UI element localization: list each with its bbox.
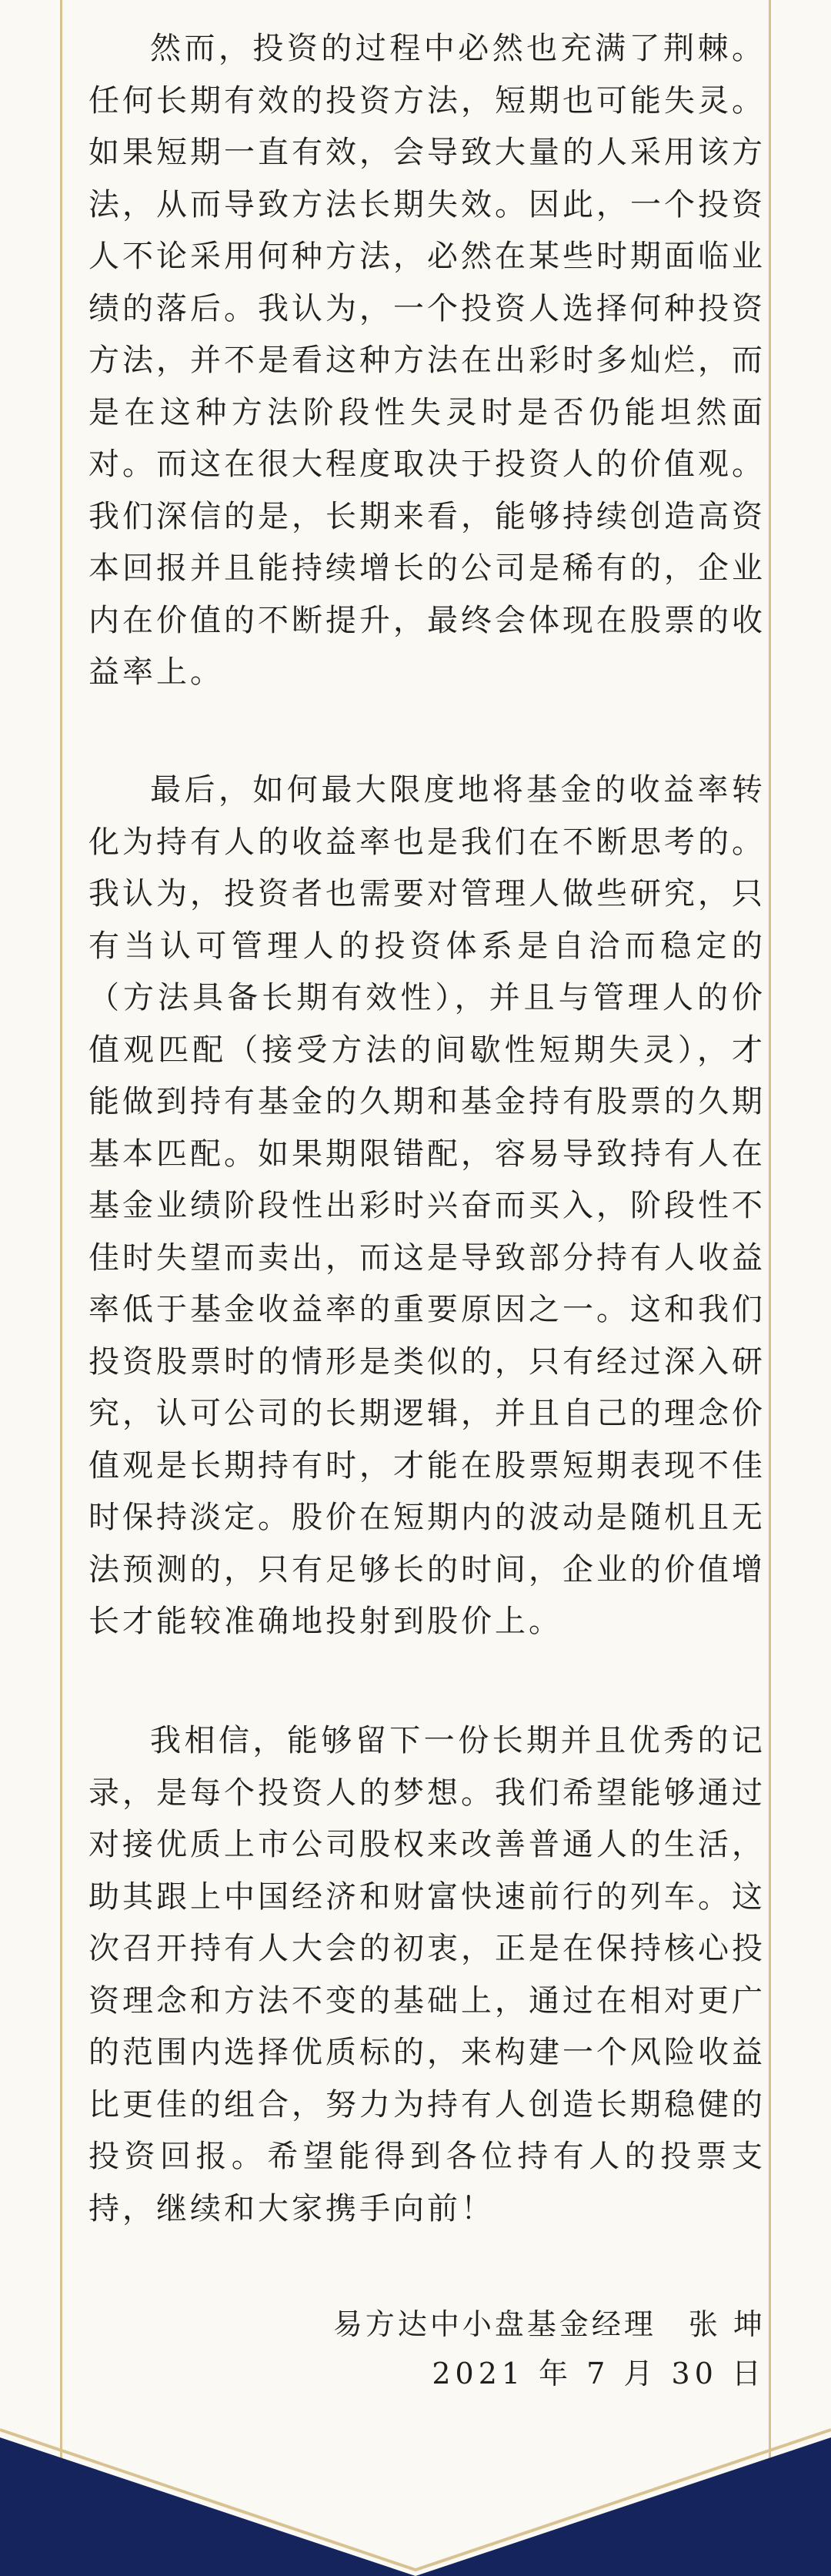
signature-date: 2021 年 7 月 30 日 xyxy=(432,2357,766,2390)
left-border-line xyxy=(60,0,62,2576)
paragraph-2: 最后，如何最大限度地将基金的收益率转化为持有人的收益率也是我们在不断思考的。我认为，投资者也需要对管理人做些研究，只有当认可管理人的投资体系是自洽而稳定的（方法具备长期有效性），并且与管理人的价值观匹配（接受方法的间歇性短期失灵），才能做到持有基金的久期和基金持有股票的久期基本匹配。如果期限错配，容易导致持有人在基金业绩阶段性出彩时兴奋而买入，阶段性不佳时失望而卖出，而这是导致部分持有人收益率低于基金收益率的重要原因之一。这和我们投资股票时的情形是类似的，只有经过深入研究，认可公司的长期逻辑，并且自己的理念价值观是长期持有时，才能在股票短期表现不佳时保持淡定。股价在短期内的波动是随机且无法预测的，只有足够长的时间，企业的价值增长才能较准确地投射到股价上。 xyxy=(88,772,766,1639)
right-border-line xyxy=(769,0,771,2576)
navy-right-panel xyxy=(416,2437,831,2576)
bottom-decoration xyxy=(0,2399,831,2576)
paragraph-3: 我相信，能够留下一份长期并且优秀的记录，是每个投资人的梦想。我们希望能够通过对接优质上市公司股权来改善普通人的生活，助其跟上中国经济和财富快速前行的列车。这次召开持有人大会的初衷，正是在保持核心投资理念和方法不变的基础上，通过在相对更广的范围内选择优质标的，来构建一个风险收益比更佳的组合，努力为持有人创造长期稳健的投资回报。希望能得到各位持有人的投票支持，继续和大家携手向前！ xyxy=(88,1723,766,2226)
signature-block xyxy=(333,2300,766,2397)
signature-title: 易方达中小盘基金经理 张 坤 xyxy=(332,2307,766,2341)
navy-left-panel xyxy=(0,2437,416,2576)
paragraph-1: 然而，投资的过程中必然也充满了荆棘。任何长期有效的投资方法，短期也可能失灵。如果短期一直有效，会导致大量的人采用该方法，从而导致方法长期失效。因此，一个投资人不论采用何种方法，必然在某些时期面临业绩的落后。我认为，一个投资人选择何种投资方法，并不是看这种方法在出彩时多灿烂，而是在这种方法阶段性失灵时是否仍能坦然面对。而这在很大程度取决于投资人的价值观。我们深信的是，长期来看，能够持续创造高资本回报并且能持续增长的公司是稀有的，企业内在价值的不断提升，最终会体现在股票的收益率上。 xyxy=(88,31,766,690)
